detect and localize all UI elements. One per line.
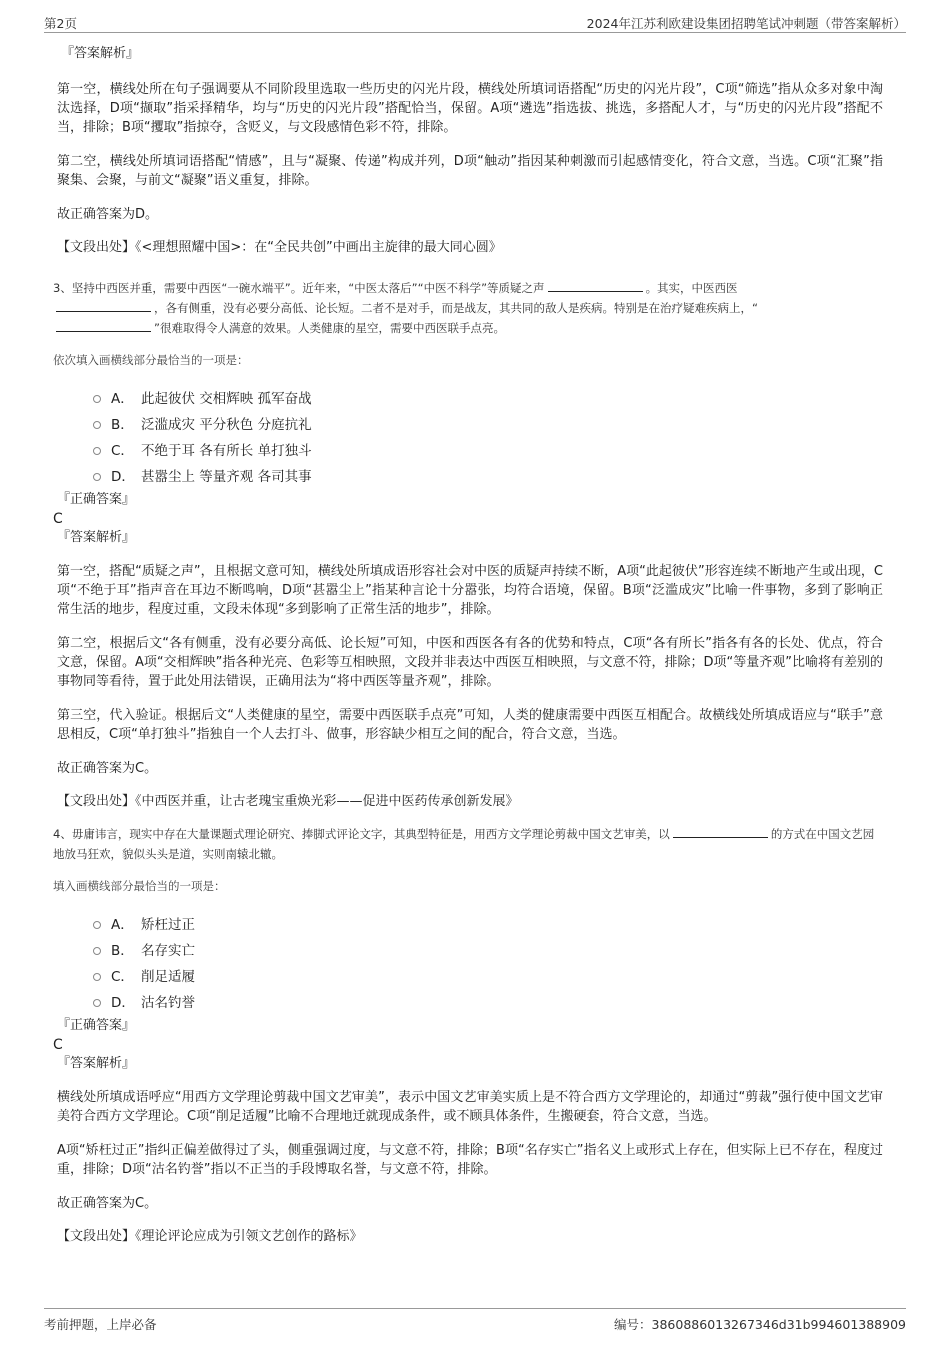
q2-conclusion: 故正确答案为D。 <box>57 207 159 222</box>
answer-analysis-label: 『答案解析』 <box>61 46 140 61</box>
q2-analysis <box>57 44 883 258</box>
radio-icon[interactable] <box>93 999 101 1007</box>
radio-icon[interactable] <box>93 947 101 955</box>
q2-analysis-p1: 第一空，横线处所在句子强调要从不同阶段里选取一些历史的闪光片段，横线处所填词语搭配“历史的闪光片段”，C项“筛选”指从众多对象中淘汰选择，D项“撷取”指采择精华，均与“历史的闪光片段”搭配恰当，保留。A项“遴选”指选拔、挑选，多搭配人才，与“历史的闪光片段”搭配不当，排除；B项“攫取”指掠夺，含贬义，与文段感情色彩不符，排除。 <box>57 82 883 135</box>
radio-icon[interactable] <box>93 421 101 429</box>
q4-options <box>53 912 883 1016</box>
document-title: 2024年江苏利欧建设集团招聘笔试冲刺题（带答案解析） <box>586 16 906 31</box>
q3-source <box>57 792 883 812</box>
q4-stem: 4、毋庸讳言，现实中存在大量课题式理论研究、捧脚式评论文字，其典型特征是，用西方文学理论剪裁中国文艺审美，以 的方式在中国文艺园地放马狂欢，貌似头头是道，实则南辕北辙。 <box>53 824 883 864</box>
q3-stem: 3、坚持中西医并重，需要中西医“一碗水端平”。近年来，“中医太落后”“中医不科学”等质疑之声 。其实，中医西医 ，各有侧重，没有必要分高低、论长短。二者不是对手，而是战友，其共同的敌人是疾病。特别是在治疗疑难疾病上，“ ”很难取得令人满意的效果。人类健康的星空，需要中西医联手点亮。 <box>53 278 883 338</box>
q3-option-d[interactable]: D． 甚嚣尘上 等量齐观 各司其事 <box>93 464 883 490</box>
q4-option-d[interactable]: D． 沽名钓誉 <box>93 990 883 1016</box>
q4-option-a[interactable]: A． 矫枉过正 <box>93 912 883 938</box>
source-label: 【文段出处】 <box>57 240 136 255</box>
answer-analysis-label: 『答案解析』 <box>57 1056 136 1071</box>
q3-option-b[interactable]: B． 泛滥成灾 平分秋色 分庭抗礼 <box>93 412 883 438</box>
page-number: 第2页 <box>44 16 77 31</box>
q3-blank-2 <box>56 298 151 312</box>
document-body <box>53 44 883 1247</box>
q2-source-title: 《<理想照耀中国>：在“全民共创”中画出主旋律的最大同心圆》 <box>135 240 502 255</box>
source-label: 【文段出处】 <box>57 1229 136 1244</box>
q3-option-a[interactable]: A． 此起彼伏 交相辉映 孤军奋战 <box>93 386 883 412</box>
answer-analysis-label: 『答案解析』 <box>57 530 136 545</box>
q4-blank-1 <box>673 824 768 838</box>
q3-option-c[interactable]: C． 不绝于耳 各有所长 单打独斗 <box>93 438 883 464</box>
q3-conclusion: 故正确答案为C。 <box>57 761 158 776</box>
q4-option-c[interactable]: C． 削足适履 <box>93 964 883 990</box>
q3-blank-1 <box>548 278 643 292</box>
q3-analysis-p1: 第一空，搭配“质疑之声”，且根据文意可知，横线处所填成语形容社会对中医的质疑声持续不断，A项“此起彼伏”形容连续不断地产生或出现，C项“不绝于耳”指声音在耳边不断鸣响，D项“甚嚣尘上”指某种言论十分嚣张，均符合语境，保留。B项“泛滥成灾”比喻一件事物，多到了影响正常生活的地步，程度过重，文段未体现“多到影响了正常生活的地步”，排除。 <box>57 564 883 617</box>
footer-slogan: 考前押题，上岸必备 <box>44 1317 157 1332</box>
q4-source-title: 《理论评论应成为引领文艺创作的路标》 <box>135 1229 363 1244</box>
q2-analysis-p2: 第二空，横线处所填词语搭配“情感”，且与“凝聚、传递”构成并列，D项“触动”指因某种刺激而引起感情变化，符合文意，当选。C项“汇聚”指聚集、会聚，与前文“凝聚”语义重复，排除。 <box>57 154 883 188</box>
correct-answer-label: 『正确答案』 <box>57 492 136 507</box>
page-footer <box>44 1308 906 1335</box>
q3-analysis-p3: 第三空，代入验证。根据后文“人类健康的星空，需要中西医联手点亮”可知，人类的健康需要中西医互相配合。故横线处所填成语应与“联手”意思相反，C项“单打独斗”指独自一个人去打斗、做事，形容缺少相互之间的配合，符合文意，当选。 <box>57 708 883 742</box>
q4-instruction: 填入画横线部分最恰当的一项是： <box>53 879 226 893</box>
q3-blank-3 <box>56 318 151 332</box>
radio-icon[interactable] <box>93 973 101 981</box>
radio-icon[interactable] <box>93 921 101 929</box>
radio-icon[interactable] <box>93 447 101 455</box>
q4-source <box>57 1227 883 1247</box>
question-3 <box>53 278 883 812</box>
q3-options <box>53 386 883 490</box>
radio-icon[interactable] <box>93 395 101 403</box>
q4-analysis-p1: 横线处所填成语呼应“用西方文学理论剪裁中国文艺审美”，表示中国文艺审美实质上是不符合西方文学理论的，却通过“剪裁”强行使中国文艺审美符合西方文学理论。C项“削足适履”比喻不合理地迁就现成条件，或不顾具体条件，生搬硬套，符合文意，当选。 <box>57 1090 883 1124</box>
q4-conclusion: 故正确答案为C。 <box>57 1196 158 1211</box>
q3-analysis-p2: 第二空，根据后文“各有侧重，没有必要分高低、论长短”可知，中医和西医各有各的优势和特点，C项“各有所长”指各有各的长处、优点，符合文意，保留。A项“交相辉映”指各种光亮、色彩等互相映照，文段并非表达中西医互相映照，与文意不符，排除；D项“等量齐观”比喻将有差别的事物同等看待，置于此处用法错误，正确用法为“将中西医等量齐观”，排除。 <box>57 636 883 689</box>
source-label: 【文段出处】 <box>57 794 136 809</box>
q4-answer: C <box>53 1037 63 1053</box>
q4-analysis-p2: A项“矫枉过正”指纠正偏差做得过了头，侧重强调过度，与文意不符，排除；B项“名存实亡”指名义上或形式上存在，但实际上已不存在，程度过重，排除；D项“沽名钓誉”指以不正当的手段博取名誉，与文意不符，排除。 <box>57 1143 883 1177</box>
q3-answer: C <box>53 511 63 527</box>
q3-instruction: 依次填入画横线部分最恰当的一项是： <box>53 353 249 367</box>
page-header <box>44 12 906 33</box>
question-4 <box>53 824 883 1247</box>
correct-answer-label: 『正确答案』 <box>57 1018 136 1033</box>
document-id: 编号：3860886013267346d31b994601388909 <box>614 1317 906 1332</box>
q3-source-title: 《中西医并重，让古老瑰宝重焕光彩——促进中医药传承创新发展》 <box>135 794 519 809</box>
q4-option-b[interactable]: B． 名存实亡 <box>93 938 883 964</box>
q2-source <box>57 238 883 258</box>
radio-icon[interactable] <box>93 473 101 481</box>
